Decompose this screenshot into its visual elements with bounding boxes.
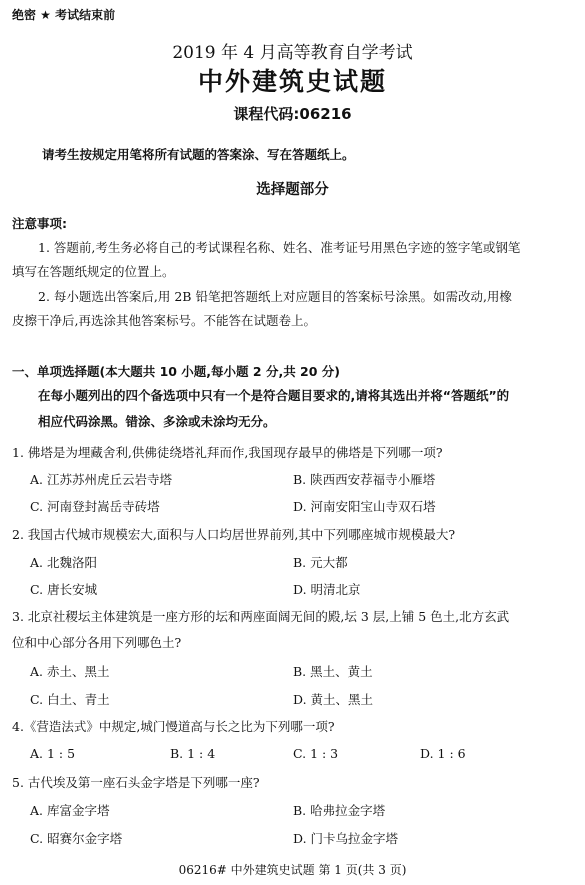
- question-2-option-a: A. 北魏洛阳: [30, 555, 97, 570]
- question-3-option-b: B. 黑土、黄土: [293, 664, 373, 679]
- question-3-option-d: D. 黄土、黑土: [293, 692, 374, 707]
- question-2-option-c: C. 唐长安城: [30, 582, 98, 597]
- question-5-option-c: C. 昭赛尔金字塔: [30, 831, 123, 846]
- question-5-stem: 5. 古代埃及第一座石头金字塔是下列哪一座?: [12, 775, 260, 790]
- question-4-option-b: B. 1 : 4: [170, 746, 216, 761]
- note-1-line-1: 1. 答题前,考生务必将自己的考试课程名称、姓名、准考证号用黑色字迹的签字笔或钢笔: [38, 240, 521, 255]
- part-1-heading: 一、单项选择题(本大题共 10 小题,每小题 2 分,共 20 分): [12, 364, 341, 379]
- question-1-option-a: A. 江苏苏州虎丘云岩寺塔: [30, 472, 172, 487]
- question-3-option-a: A. 赤土、黑土: [30, 664, 110, 679]
- part-1-desc-line-1: 在每小题列出的四个备选项中只有一个是符合题目要求的,请将其选出并将“答题纸”的: [38, 388, 510, 403]
- course-code: 课程代码:06216: [233, 105, 352, 123]
- question-4-option-c: C. 1 : 3: [293, 746, 339, 761]
- question-5-option-a: A. 库富金字塔: [30, 803, 110, 818]
- question-1-option-d: D. 河南安阳宝山寺双石塔: [293, 499, 436, 514]
- note-2-line-2: 皮擦干净后,再选涂其他答案标号。不能答在试题卷上。: [12, 313, 316, 328]
- question-3-stem-line-2: 位和中心部分各用下列哪色土?: [12, 635, 182, 650]
- question-4-option-d: D. 1 : 6: [420, 746, 466, 761]
- note-1-line-2: 填写在答题纸规定的位置上。: [12, 264, 175, 279]
- page-title: 中外建筑史试题: [197, 67, 387, 96]
- question-1-option-b: B. 陕西西安荐福寺小雁塔: [293, 472, 436, 487]
- part-1-desc-line-2: 相应代码涂黑。错涂、多涂或未涂均无分。: [38, 414, 276, 429]
- exam-title: 2019 年 4 月高等教育自学考试: [172, 43, 413, 63]
- question-5-option-b: B. 哈弗拉金字塔: [293, 803, 386, 818]
- question-1-stem: 1. 佛塔是为埋藏舍利,供佛徒绕塔礼拜而作,我国现存最早的佛塔是下列哪一项?: [12, 445, 443, 460]
- question-1-option-c: C. 河南登封嵩岳寺砖塔: [30, 499, 160, 514]
- note-2-line-1: 2. 每小题选出答案后,用 2B 铅笔把答题纸上对应题目的答案标号涂黑。如需改动,用橡: [38, 289, 512, 304]
- question-2-option-d: D. 明清北京: [293, 582, 361, 597]
- question-5-option-d: D. 门卡乌拉金字塔: [293, 831, 399, 846]
- section-title: 选择题部分: [256, 182, 329, 198]
- instruction-text: 请考生按规定用笔将所有试题的答案涂、写在答题纸上。: [42, 147, 355, 162]
- notes-heading: 注意事项:: [12, 216, 67, 231]
- page-footer: 06216# 中外建筑史试题 第 1 页(共 3 页): [178, 863, 407, 877]
- question-4-option-a: A. 1 : 5: [30, 746, 76, 761]
- question-2-option-b: B. 元大都: [293, 555, 348, 570]
- question-2-stem: 2. 我国古代城市规模宏大,面积与人口均居世界前列,其中下列哪座城市规模最大?: [12, 527, 456, 542]
- secret-label: 绝密 ★ 考试结束前: [12, 8, 116, 22]
- question-3-option-c: C. 白土、青土: [30, 692, 110, 707]
- question-4-stem: 4.《营造法式》中规定,城门慢道高与长之比为下列哪一项?: [12, 719, 335, 734]
- question-3-stem-line-1: 3. 北京社稷坛主体建筑是一座方形的坛和两座面阔无间的殿,坛 3 层,上铺 5 色土,北方玄武: [12, 609, 510, 624]
